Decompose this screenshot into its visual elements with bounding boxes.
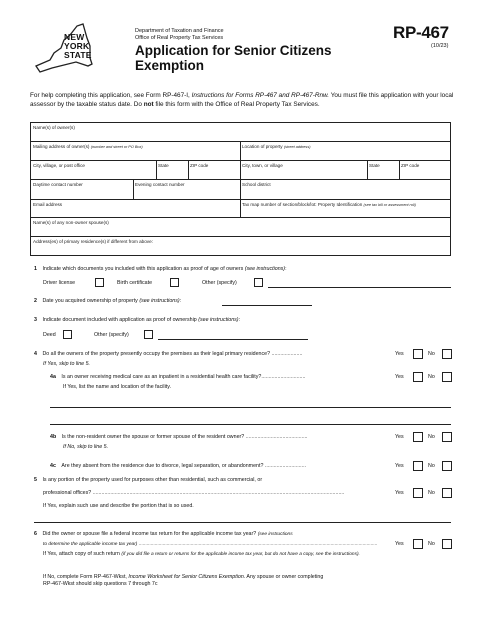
question-text: Is an owner receiving medical care as an inpatient in a residential health care facility? [61, 374, 262, 380]
state-right-field[interactable] [367, 160, 399, 179]
field-label: Location of property [242, 144, 283, 149]
field-sublabel: (see tax bill or assessment roll) [363, 203, 416, 207]
other-proof-age-input[interactable] [268, 287, 451, 288]
q4-followup: If Yes, skip to line 5. [43, 361, 91, 367]
zip-right-field[interactable] [399, 160, 450, 179]
q6-no-note-italic: Income Worksheet for Senior Citizens Exemption. [128, 574, 246, 580]
question-number: 6 [34, 531, 37, 537]
q4-no-checkbox[interactable] [442, 349, 452, 359]
zip-left-field[interactable] [188, 160, 240, 179]
title-line-2: Exemption [135, 58, 205, 73]
question-number: 2 [34, 298, 37, 304]
q4c-no-checkbox[interactable] [442, 461, 452, 471]
owner-names-field[interactable] [31, 123, 450, 141]
non-owner-spouse-field[interactable] [31, 217, 450, 236]
state-logo-text: NEW YORK STATE [64, 32, 92, 60]
facility-line-1[interactable] [50, 407, 451, 408]
q4b-followup: If No, skip to line 5. [63, 444, 109, 450]
field-label: Tax map number of section/block/lot: Property Identification [242, 202, 363, 207]
q6-no-note [43, 574, 453, 588]
other-ownership-label: Other (specify) [94, 332, 129, 338]
other-proof-age-checkbox[interactable] [254, 278, 263, 287]
yes-label: Yes [395, 541, 404, 547]
question-text: Date you acquired ownership of property [42, 298, 138, 304]
question-4a: 4a Is an owner receiving medical care as an inpatient in a residential health care facility?.............................. [50, 374, 306, 380]
property-location-field[interactable] [240, 141, 450, 160]
ownership-date-input[interactable] [222, 305, 312, 306]
birth-certificate-label: Birth certificate [117, 280, 153, 286]
question-1: 1 Indicate which documents you included with this application as proof of age of owners (see instructions): [34, 266, 287, 272]
q6-yes-note-text: If Yes, attach copy of such return [43, 551, 120, 557]
deed-checkbox[interactable] [63, 330, 72, 339]
q4c-yes-checkbox[interactable] [413, 461, 423, 471]
question-note: (see instructions) [139, 298, 180, 304]
q4a-yes-checkbox[interactable] [413, 372, 423, 382]
question-text: Is the non-resident owner the spouse or former spouse of the resident owner? [61, 434, 245, 440]
no-label: No [428, 463, 435, 469]
instructions-reference: Instructions for Forms RP-467 and RP-467-Rnw. [191, 92, 330, 99]
office-name: Office of Real Property Tax Services [135, 35, 224, 41]
field-label: Address(es) of primary residence(s) if different from above: [33, 239, 153, 244]
q4a-no-checkbox[interactable] [442, 372, 452, 382]
q5-no-checkbox[interactable] [442, 488, 452, 498]
question-note: (see instructions) [198, 317, 239, 323]
q4-yes-checkbox[interactable] [413, 349, 423, 359]
yes-label: Yes [395, 374, 404, 380]
field-label: City, village, or post office [33, 163, 85, 168]
yes-label: Yes [395, 351, 404, 357]
question-5-cont: professional offices? ........................................................................................................................................................................... [43, 490, 345, 496]
question-number: 5 [34, 477, 37, 483]
form-title [135, 43, 332, 73]
field-label: Name(s) of owner(s) [33, 125, 75, 130]
form-revision: (10/23) [431, 43, 449, 49]
field-label: State [369, 163, 380, 168]
driver-license-label: Driver license [43, 280, 76, 286]
q6-yes-note [43, 551, 443, 558]
city-left-field[interactable] [31, 160, 156, 179]
q5-yes-checkbox[interactable] [413, 488, 423, 498]
department-heading [135, 28, 224, 42]
intro-text-2: You must file this application with your local assessor by the taxable status date. Do [30, 92, 454, 108]
question-3: 3 Indicate document included with application as proof of ownership (see instructions): [34, 317, 241, 323]
question-text: Is any portion of the property used for purposes other than residential, such as commercial, or [42, 477, 263, 483]
no-label: No [428, 541, 435, 547]
q6-no-note-text: If No, complete Form RP-467-Wkst, [43, 574, 129, 580]
question-6-note: to determine the applicable income tax year) ................................................................................................................................................................................... [43, 542, 378, 547]
form-number: RP-467 [393, 23, 449, 42]
title-line-1: Application for Senior Citizens [135, 43, 332, 58]
state-left-field[interactable] [156, 160, 188, 179]
mailing-address-field[interactable] [31, 141, 240, 160]
question-5 [34, 477, 262, 484]
intro-not: not [143, 100, 154, 108]
field-label: School district [242, 182, 271, 187]
field-label: Mailing address of owner(s) [33, 144, 90, 149]
q5-explanation-line[interactable] [34, 522, 451, 523]
driver-license-checkbox[interactable] [95, 278, 104, 287]
question-note: (see instructions [257, 532, 293, 537]
field-label: Name(s) of any non-owner spouse(s) [33, 220, 109, 225]
birth-certificate-checkbox[interactable] [170, 278, 179, 287]
other-specify-label: Other (specify) [202, 280, 237, 286]
question-text: Do all the owners of the property presently occupy the premises as their legal primary residence? [42, 351, 271, 357]
daytime-contact-field[interactable] [31, 179, 133, 199]
q6-no-checkbox[interactable] [442, 539, 452, 549]
intro-text-1: For help completing this application, see Form RP-467-I, [30, 92, 192, 99]
tax-map-field[interactable] [240, 199, 450, 217]
q6-yes-note-italic: (if you did file a return or returns for the applicable income tax year, but do not have a copy, see the instructions). [121, 552, 360, 557]
question-6 [34, 531, 293, 538]
q6-no-note-text-3: RP-467-Wkst should skip questions 7 through 7c [43, 581, 158, 587]
no-label: No [428, 351, 435, 357]
field-sublabel: (number and street or PO Box) [90, 145, 143, 149]
field-label: Evening contact number [135, 182, 185, 187]
email-field[interactable] [31, 199, 240, 217]
q5-followup: If Yes, explain such use and describe the portion that is so used. [43, 503, 194, 509]
question-4c: 4c Are they absent from the residence due to divorce, legal separation, or abandonment? ............................ [50, 463, 307, 469]
question-number: 4 [34, 351, 37, 357]
question-4b: 4b Is the non-resident owner the spouse or former spouse of the resident owner? .......................................... [50, 434, 308, 440]
question-text: Did the owner or spouse file a federal income tax return for the applicable income tax year? [42, 531, 257, 537]
yes-label: Yes [395, 490, 404, 496]
q4b-yes-checkbox[interactable] [413, 432, 423, 442]
school-district-field[interactable] [240, 179, 450, 199]
question-number: 4c [50, 463, 56, 469]
question-note: to determine the applicable income tax year) [43, 542, 138, 547]
facility-line-2[interactable] [50, 424, 451, 425]
question-text: professional offices? [43, 490, 92, 496]
question-note: (see instructions) [244, 266, 286, 272]
question-number: 3 [34, 317, 37, 323]
question-text: Are they absent from the residence due to divorce, legal separation, or abandonment? [61, 463, 264, 469]
question-text: Indicate which documents you included with this application as proof of age of owners [42, 266, 244, 272]
question-4: 4 Do all the owners of the property presently occupy the premises as their legal primary residence? ..................... [34, 351, 303, 357]
primary-residence-field[interactable] [31, 236, 450, 256]
field-label: Email address [33, 202, 63, 207]
department-name: Department of Taxation and Finance [135, 28, 224, 34]
field-label: State [158, 163, 169, 168]
question-number: 1 [34, 266, 37, 272]
no-label: No [428, 490, 435, 496]
question-number: 4a [50, 374, 56, 380]
intro-paragraph [30, 92, 455, 109]
deed-label: Deed [43, 332, 56, 338]
field-label: Daytime contact number [33, 182, 83, 187]
city-right-field[interactable] [240, 160, 367, 179]
field-label: ZIP code [401, 163, 420, 168]
question-2: 2 Date you acquired ownership of property (see instructions): [34, 298, 182, 304]
no-label: No [428, 434, 435, 440]
q6-no-note-text-2: Any spouse or owner completing [245, 574, 324, 580]
field-sublabel: (street address) [283, 145, 311, 149]
field-label: ZIP code [190, 163, 209, 168]
other-ownership-input[interactable] [158, 339, 308, 340]
question-text: Indicate document included with application as proof of ownership [42, 317, 197, 323]
yes-label: Yes [395, 463, 404, 469]
q6-yes-checkbox[interactable] [413, 539, 423, 549]
field-label: City, town, or village [242, 163, 283, 168]
owner-info-box [30, 122, 451, 256]
yes-label: Yes [395, 434, 404, 440]
intro-text-3: file this form with the Office of Real Property Tax Services. [153, 100, 320, 108]
no-label: No [428, 374, 435, 380]
q4a-followup: If Yes, list the name and location of the facility. [63, 384, 171, 390]
evening-contact-field[interactable] [133, 179, 240, 199]
question-number: 4b [50, 434, 57, 440]
other-ownership-checkbox[interactable] [144, 330, 153, 339]
q4b-no-checkbox[interactable] [442, 432, 452, 442]
